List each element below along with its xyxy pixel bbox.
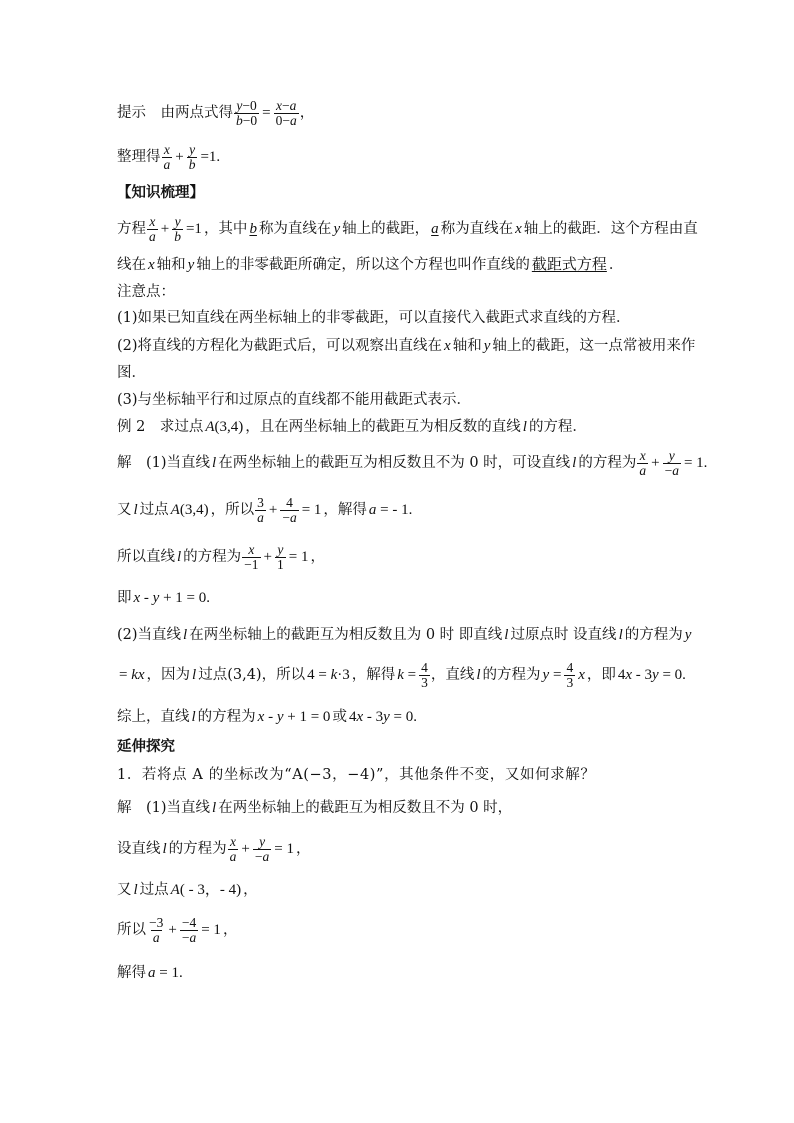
text-run: 轴上的非零截距所确定，所以这个方程也叫作直线的 xyxy=(196,257,530,273)
math-expression: = 1 xyxy=(288,549,309,565)
text-run: 过点 xyxy=(139,502,169,518)
fraction-denominator: a xyxy=(639,462,647,478)
text-run: ， xyxy=(310,549,325,565)
text-run: 在两坐标轴上的截距互为相反数且不为 0 时，可设直线 xyxy=(218,455,571,471)
math-expression: =1. xyxy=(200,149,221,165)
math-expression: x xyxy=(148,257,155,273)
text-run: 方程 xyxy=(117,221,146,237)
text-run: 1．若将点 A 的坐标改为“A(−3，−4)”，其他条件不变，又如何求解？ xyxy=(117,767,596,783)
text-run: 的方程为 xyxy=(624,627,683,643)
math-expression: l xyxy=(212,800,217,816)
note-2 xyxy=(117,326,695,366)
fraction-numerator: y xyxy=(259,833,266,849)
math-expression: l xyxy=(504,627,509,643)
math-expression: y xyxy=(333,221,341,237)
text-run: ，所以 xyxy=(210,502,255,518)
text-run: 所以直线 xyxy=(117,549,175,565)
text-run: ，直线 xyxy=(430,667,475,683)
fraction-numerator: 4 xyxy=(421,659,428,675)
fraction-denominator: 1 xyxy=(277,556,284,572)
fraction xyxy=(419,661,430,690)
math-expression: y xyxy=(187,257,195,273)
text-run: 的方程为 xyxy=(197,709,256,725)
fraction xyxy=(637,449,648,478)
math-expression: l xyxy=(618,627,623,643)
math-expression: l xyxy=(133,882,138,898)
math-expression: = 1 xyxy=(201,922,221,938)
text-run: 图． xyxy=(117,365,146,381)
fraction-denominator: b−0 xyxy=(236,112,258,128)
math-expression: l xyxy=(572,455,577,471)
text-run: ，解得 xyxy=(323,502,367,518)
math-expression: A( - 3，- 4) xyxy=(170,882,242,898)
underlined-term: b xyxy=(249,221,257,237)
math-expression: l xyxy=(191,709,196,725)
text-run: 在两坐标轴上的截距互为相反数且不为 0 时， xyxy=(218,800,513,816)
text-run: 线在 xyxy=(117,257,146,273)
math-expression: l xyxy=(183,627,188,643)
solution-equation xyxy=(117,537,325,577)
fraction xyxy=(274,99,299,128)
fraction-numerator: −3 xyxy=(149,914,164,930)
math-expression: + xyxy=(160,221,170,237)
definition-line-2 xyxy=(117,245,623,285)
text-run: 【知识梳理】 xyxy=(117,184,204,201)
extension-substitution xyxy=(117,910,237,950)
fraction-denominator: 0−a xyxy=(275,112,297,128)
text-run: 设直线 xyxy=(117,841,161,857)
text-run: ， xyxy=(295,841,311,857)
fraction-numerator: y xyxy=(174,213,181,229)
math-expression: = 1 xyxy=(301,502,322,518)
math-expression: l xyxy=(476,667,481,683)
fraction-denominator: −a xyxy=(254,848,270,864)
fraction-numerator: y−0 xyxy=(236,97,257,113)
fraction-numerator: x xyxy=(163,141,170,157)
fraction-numerator: x xyxy=(149,213,156,229)
text-run: ，其中 xyxy=(203,221,248,237)
text-run: 轴上的截距．这个方程由直 xyxy=(523,221,698,237)
text-run: 的方程． xyxy=(528,419,587,435)
fraction-denominator: a xyxy=(257,509,264,525)
extension-point xyxy=(117,870,258,910)
math-expression: A(3,4) xyxy=(170,502,209,518)
text-run: 解 (1)当直线 xyxy=(117,800,211,816)
fraction-denominator: −a xyxy=(181,929,197,945)
extension-equation-setup xyxy=(117,829,310,869)
math-expression: y xyxy=(483,338,491,354)
math-expression: 4x - 3y = 0. xyxy=(348,709,417,725)
math-expression: l xyxy=(212,455,217,471)
math-expression: 4x - 3y = 0. xyxy=(617,667,686,683)
text-run: 综上，直线 xyxy=(117,709,190,725)
text-run: 轴上的截距，这一点常被用来作 xyxy=(492,338,696,354)
text-run: 提示 由两点式得 xyxy=(117,105,233,121)
underlined-term: a xyxy=(431,221,439,237)
fraction-denominator: −a xyxy=(282,509,297,525)
fraction-denominator: −a xyxy=(664,462,679,478)
fraction xyxy=(147,916,165,945)
fraction xyxy=(253,835,271,864)
math-expression: a = - 1. xyxy=(368,502,413,518)
fraction-denominator: 3 xyxy=(421,674,428,690)
math-expression: x - y + 1 = 0. xyxy=(133,590,211,606)
text-run: 过点 xyxy=(139,882,169,898)
text-run: ，因为 xyxy=(146,667,191,683)
math-expression: + xyxy=(241,841,250,857)
math-expression: = 1. xyxy=(683,455,708,471)
text-run: 的方程为 xyxy=(578,455,637,471)
math-expression: x xyxy=(515,221,522,237)
text-run: ， xyxy=(243,882,258,898)
text-run: ． xyxy=(608,257,624,273)
text-run: 过点(3,4)，所以 xyxy=(198,667,306,683)
text-run: 又 xyxy=(117,502,132,518)
text-run: 解得 xyxy=(117,965,146,981)
math-expression: + xyxy=(175,149,184,165)
math-expression: + xyxy=(263,549,273,565)
text-run: ， xyxy=(222,922,238,938)
extension-solution-part-1 xyxy=(117,788,512,828)
math-expression: = kx xyxy=(119,667,145,683)
text-run: 轴上的截距， xyxy=(342,221,430,237)
fraction-denominator: b xyxy=(188,156,196,172)
definition-line-1 xyxy=(117,209,698,249)
text-run: 轴和 xyxy=(452,338,482,354)
text-run: (2)将直线的方程化为截距式后，可以观察出直线在 xyxy=(117,338,443,354)
math-expression: l xyxy=(162,841,167,857)
fraction xyxy=(663,449,681,478)
math-expression: 4 = k·3 xyxy=(307,667,350,683)
fraction xyxy=(147,215,158,244)
fraction-numerator: 4 xyxy=(286,494,293,510)
fraction-denominator: a xyxy=(229,848,237,864)
text-run: ，解得 xyxy=(351,667,396,683)
fraction-denominator: 3 xyxy=(566,674,574,690)
math-expression: a = 1. xyxy=(148,965,183,981)
math-expression: x xyxy=(444,338,451,354)
math-expression: y = xyxy=(542,667,562,683)
text-run: 的方程为 xyxy=(482,667,541,683)
text-run: ，即 xyxy=(586,667,616,683)
text-run: (2)当直线 xyxy=(117,627,182,643)
solution-substitution xyxy=(117,490,414,530)
fraction-numerator: x−a xyxy=(275,97,297,113)
math-expression: + xyxy=(168,922,177,938)
fraction-denominator: b xyxy=(174,228,181,244)
fraction xyxy=(180,916,198,945)
text-run: 整理得 xyxy=(117,149,161,165)
math-expression: y xyxy=(684,627,692,643)
fraction-denominator: a xyxy=(149,228,156,244)
text-run: 的方程为 xyxy=(168,841,227,857)
text-run: 在两坐标轴上的截距互为相反数且为 0 时 即直线 xyxy=(189,627,503,643)
fraction-denominator: a xyxy=(163,156,171,172)
fraction xyxy=(172,215,183,244)
math-expression: l xyxy=(192,667,197,683)
text-run: 例 2 求过点 xyxy=(117,419,204,435)
text-run: 称为直线在 xyxy=(440,221,514,237)
math-expression: l xyxy=(522,419,527,435)
fraction-numerator: 4 xyxy=(566,659,574,675)
math-expression: A(3,4) xyxy=(205,419,244,435)
text-run: (1)如果已知直线在两坐标轴上的非零截距，可以直接代入截距式求直线的方程． xyxy=(117,310,631,326)
math-expression: k = xyxy=(397,667,417,683)
fraction-numerator: x xyxy=(230,833,237,849)
fraction xyxy=(228,835,239,864)
math-expression: l xyxy=(177,549,182,565)
math-expression: = xyxy=(262,105,271,121)
fraction-numerator: y xyxy=(277,541,284,557)
text-run: 称为直线在 xyxy=(258,221,332,237)
text-run: 即 xyxy=(117,590,132,606)
fraction-denominator: −1 xyxy=(244,556,259,572)
text-run: 所以 xyxy=(117,922,146,938)
text-run: 过原点时 设直线 xyxy=(510,627,617,643)
section-heading-knowledge xyxy=(117,173,204,213)
fraction-numerator: x xyxy=(639,447,646,463)
math-expression: x - y + 1 = 0 xyxy=(257,709,331,725)
underlined-term: 截距式方程 xyxy=(531,257,607,273)
fraction-numerator: −4 xyxy=(181,914,197,930)
fraction-denominator: a xyxy=(152,929,160,945)
fraction-numerator: x xyxy=(248,541,255,557)
fraction xyxy=(564,661,575,690)
solution-part-2 xyxy=(117,615,693,655)
solution-part-2-continued xyxy=(117,655,688,695)
text-run: (3)与坐标轴平行和过原点的直线都不能用截距式表示． xyxy=(117,392,472,408)
text-run: 解 (1)当直线 xyxy=(117,455,211,471)
solution-part-1 xyxy=(117,443,709,483)
example-2-problem xyxy=(117,407,587,447)
math-expression: x xyxy=(578,667,585,683)
fraction xyxy=(187,143,198,172)
text-run: ，且在两坐标轴上的截距互为相反数的直线 xyxy=(245,419,521,435)
fraction xyxy=(162,143,173,172)
math-expression: =1 xyxy=(185,221,202,237)
fraction-numerator: 3 xyxy=(257,494,264,510)
math-expression: l xyxy=(133,502,138,518)
fraction-numerator: y xyxy=(668,447,675,463)
fraction xyxy=(280,496,298,525)
fraction xyxy=(275,543,286,572)
fraction xyxy=(234,99,259,128)
fraction xyxy=(255,496,266,525)
simplified-equation-line xyxy=(117,137,222,177)
text-run: 注意点： xyxy=(117,284,175,300)
extension-result xyxy=(117,953,185,993)
math-expression: = 1 xyxy=(274,841,294,857)
text-run: 又 xyxy=(117,882,132,898)
hint-line xyxy=(117,93,314,133)
text-run: 的方程为 xyxy=(183,549,242,565)
math-expression: + xyxy=(268,502,278,518)
fraction xyxy=(242,543,260,572)
solution-result-1 xyxy=(117,578,212,618)
fraction-numerator: y xyxy=(189,141,196,157)
text-run: 轴和 xyxy=(156,257,186,273)
text-run: 或 xyxy=(332,709,347,725)
text-run: ， xyxy=(299,105,315,121)
math-expression: + xyxy=(651,455,660,471)
text-run: 延伸探究 xyxy=(117,738,175,755)
